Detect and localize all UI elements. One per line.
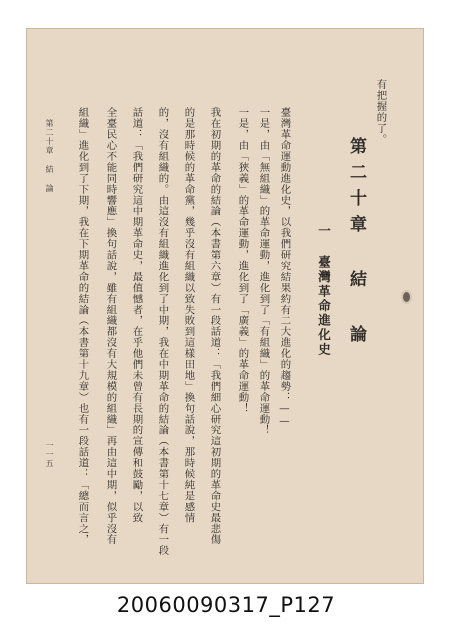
body-line-2: 一是，由「無組織」的革命運動，進化到了「有組織」的革命運動！ — [257, 107, 270, 436]
body-line-6: 的，沒有組織的。由這沒有組織進化到了中期，我在中期革命的結論（本書第十七章）有一段 — [156, 107, 169, 556]
scanned-page — [26, 28, 424, 584]
body-line-7: 話道：「我們研究這中期革命史，最值憾者，在乎他們未曾有長期的宣傳和鼓勵，以致 — [130, 107, 143, 524]
body-line-9: 組織」進化到了下期，我在下期革命的結論（本書第十九章）也有一段話道：「總而言之， — [76, 107, 89, 545]
page-number: 一一五 — [45, 441, 54, 468]
binding-hole — [403, 292, 410, 302]
footer-chapter: 第二十章 結 論 — [45, 119, 54, 193]
image-caption: 20060090317_P127 — [116, 593, 336, 617]
body-line-1: 臺灣革命運動進化史，以我們研究結果約有二大進化的趨勢：—— — [278, 107, 291, 428]
body-line-4: 我在初期的革命的結論（本書第六章）有一段話道：「我們細心研究這初期的革命史最悲傷 — [208, 107, 221, 545]
body-line-8: 全臺民心不能同時響應」換句話說，雖有組織都沒有大規模的組織」再由這中期，似乎沒有 — [104, 107, 117, 545]
chapter-title: 第二十章 結 論 — [346, 137, 366, 351]
carryover-line: 有把握的了。 — [374, 79, 387, 145]
body-line-3: 一是，由「狹義」的革命運動，進化到了「廣義」的革命運動！ — [236, 107, 249, 414]
body-line-5: 的是那時候的革命黨，幾乎沒有組織以致失敗到這樣田地」換句話說，那時候純是感情 — [182, 107, 195, 524]
section-title: 一 臺灣革命進化史 — [316, 224, 332, 357]
